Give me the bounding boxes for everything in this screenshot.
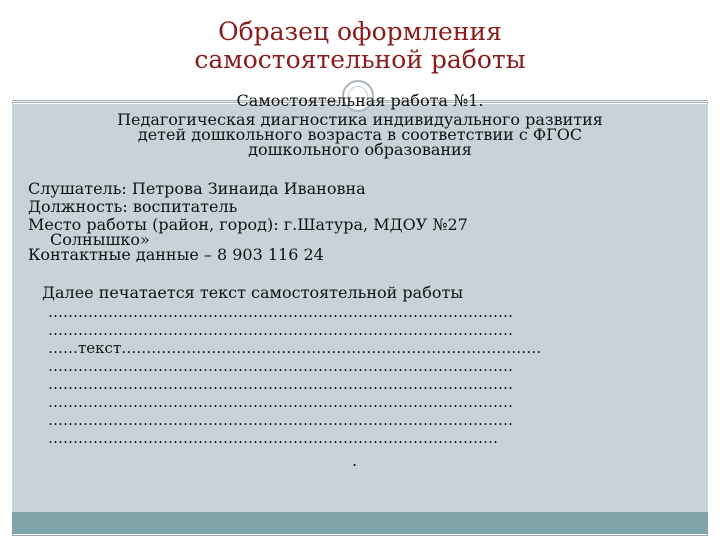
placeholder-line: ………………………………………………………………………………	[48, 429, 498, 447]
workplace-continuation: Солнышко»	[50, 230, 150, 249]
slide-title-line-1: Образец оформления	[218, 17, 502, 46]
diagnostics-line-1: Педагогическая диагностика индивидуального развития	[117, 110, 603, 129]
listener-name: Слушатель: Петрова Зинаида Ивановна	[28, 179, 366, 198]
position: Должность: воспитатель	[28, 197, 238, 216]
placeholder-line: ……текст…………………………………………………………………………	[48, 339, 542, 357]
placeholder-line: …………………………………………………………………………………	[48, 357, 513, 375]
text-intro: Далее печатается текст самостоятельной работы	[42, 283, 464, 302]
placeholder-line: …………………………………………………………………………………	[48, 375, 513, 393]
bottom-bar	[12, 512, 708, 534]
end-mark: .	[352, 451, 358, 470]
work-heading: Самостоятельная работа №1.	[236, 91, 484, 110]
contact-details: Контактные данные – 8 903 116 24	[28, 245, 324, 264]
diagnostics-line-2: детей дошкольного возраста в соответствии с ФГОС	[137, 125, 583, 144]
placeholder-line: …………………………………………………………………………………	[48, 321, 513, 339]
placeholder-line: …………………………………………………………………………………	[48, 393, 513, 411]
placeholder-line: …………………………………………………………………………………	[48, 411, 513, 429]
workplace: Место работы (район, город): г.Шатура, МДОУ №27	[28, 215, 468, 234]
diagnostics-line-3: дошкольного образования	[248, 140, 472, 159]
placeholder-line: …………………………………………………………………………………	[48, 303, 513, 321]
slide-title-line-2: самостоятельной работы	[194, 45, 526, 74]
